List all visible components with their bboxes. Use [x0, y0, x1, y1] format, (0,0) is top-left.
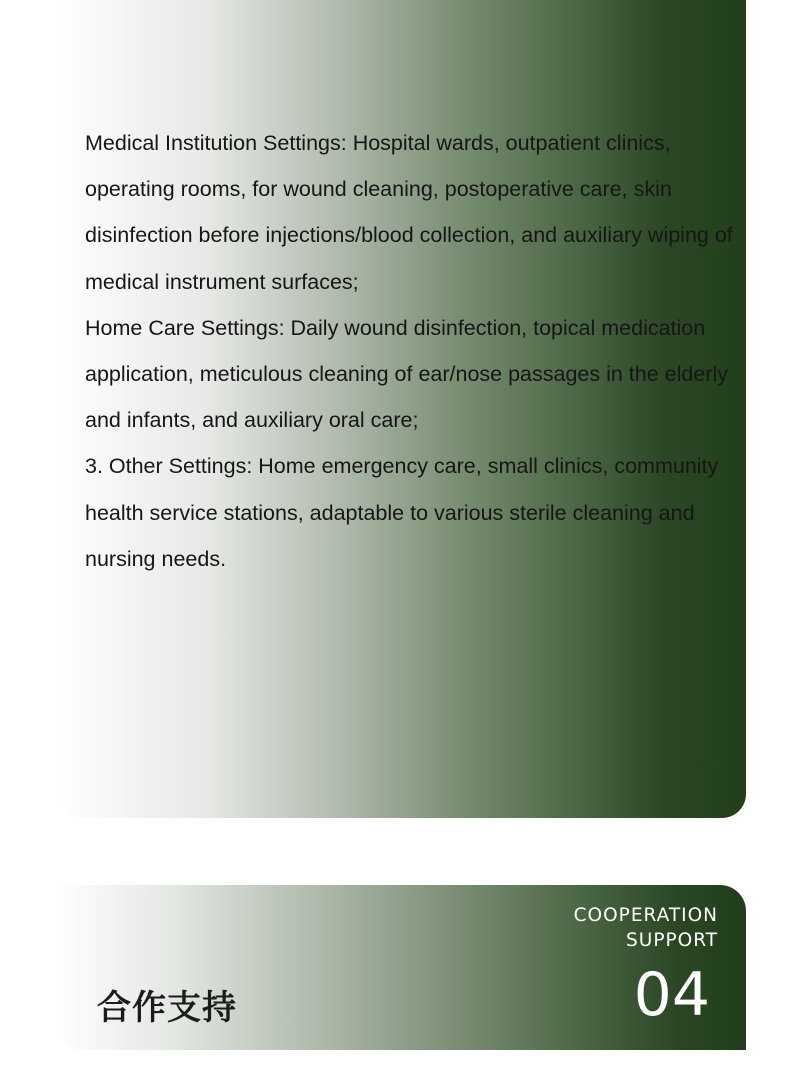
caption-line-1: COOPERATION: [573, 905, 718, 926]
paragraph-medical-institution: Medical Institution Settings: Hospital wards, outpatient clinics, operating rooms, for wound cleaning, postoperative care, skin disinfection before injections/blood collection, and auxiliary wiping of medical instrument surfaces;: [85, 131, 733, 294]
section-title-chinese: 合作支持: [97, 988, 237, 1028]
section-caption: [574, 903, 718, 953]
section-number: 04: [633, 960, 710, 1030]
usage-description: [85, 120, 745, 582]
section-footer-banner: [55, 885, 746, 1050]
paragraph-home-care: Home Care Settings: Daily wound disinfection, topical medication application, meticulous cleaning of ear/nose passages in the elderly and infants, and auxiliary oral care;: [85, 315, 729, 433]
content-card: [55, 0, 746, 818]
paragraph-other-settings: 3. Other Settings: Home emergency care, small clinics, community health service stations, adaptable to various sterile cleaning and nursing needs.: [85, 454, 719, 571]
caption-line-2: SUPPORT: [626, 930, 718, 951]
